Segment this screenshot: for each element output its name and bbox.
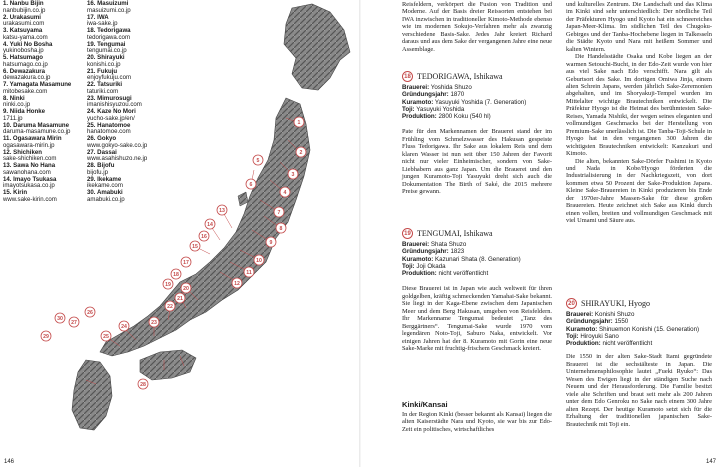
- brewery-name: 18. Tedorigawa: [87, 27, 131, 34]
- column-b-text: [566, 1, 712, 225]
- brewery-url: 1711.jp: [3, 114, 23, 122]
- brewery-name: 26. Gokyo: [87, 135, 117, 142]
- brewery-name: 11. Ogasawara Mirin: [3, 135, 62, 142]
- list-item: [3, 123, 91, 137]
- brewery-name: 6. Dewazakura: [3, 67, 46, 75]
- svg-text:3: 3: [291, 172, 295, 178]
- svg-text:7: 7: [277, 210, 281, 216]
- number-badge: 18: [402, 71, 413, 82]
- fact-row: Toji: Hiroyuki Sano: [566, 332, 619, 340]
- brewery-url: sake-shichiken.com: [3, 155, 57, 163]
- brewery-description: Pate für den Markennamen der Brauerei stand der im Frühling vom Schmelzwasser des Hakusan gespeiste Fluss Tedorigawa. Ihr Sake aus lokalem Reis und dem klaren Wasser ist nun seit über 150 Jahren der Favorit nicht nur vieler Einheimischer, sondern von Sake-Liebhabern aus ganz Japan. Um die Brauerei und den jungen Kuramoto-Toji Yasuyuki dreht sich auch die Dokumentation The Birth of Saké, die 2015 mehrere Preise gewann.: [402, 128, 552, 196]
- number-badge: 19: [402, 228, 413, 239]
- marker-14: [205, 219, 215, 229]
- fact-row: Toji: Yasuyuki Yoshida: [402, 105, 465, 113]
- list-item: [3, 55, 91, 69]
- brewery-19-section: [402, 228, 552, 353]
- brewery-url: tedorigawa.com: [87, 33, 131, 41]
- brewery-name: 20. Shirayuki: [87, 54, 125, 61]
- marker-9: [266, 237, 276, 247]
- brewery-url: sawanohana.com: [3, 168, 51, 176]
- brewery-url: hatsumago.co.jp: [3, 60, 48, 68]
- marker-10: [254, 255, 264, 265]
- brewery-name: 12. Shichiken: [3, 148, 42, 156]
- svg-text:5: 5: [256, 158, 260, 164]
- brewery-url: yucho-sake.jp/en/: [87, 114, 135, 122]
- svg-text:2: 2: [299, 150, 303, 156]
- list-item: [87, 150, 167, 164]
- brewery-name: 21. Fukuju: [87, 67, 118, 75]
- list-item: [87, 109, 167, 123]
- svg-text:15: 15: [192, 244, 198, 250]
- brewery-name: 28. Bijofu: [87, 162, 115, 169]
- fact-row: Kuramoto: Shinuemon Konishi (15. Generation): [566, 325, 700, 333]
- svg-text:16: 16: [201, 234, 207, 240]
- marker-6: [246, 179, 256, 189]
- list-item: [87, 42, 167, 56]
- fact-row: Produktion: nicht veröffentlicht: [566, 340, 653, 348]
- page-number-right: 147: [705, 459, 716, 465]
- list-item: [3, 190, 91, 204]
- body-paragraph: Reisfeldern, verkörpert die Fusion von Tradition und Moderne. Auf der Basis dreier Reissorten entstehen bei IWA inzwischen in traditioneller Kimoto-Methode ebenso wie im modernen Sokujo-Verfahren mehr als zwanzig verschiedene Basis-Sake. Jedes Jahr kreiert Richard daraus und aus dem Sake der vergangenen Jahre eine neue Assemblage.: [402, 1, 552, 53]
- brewery-url: imayotsukasa.co.jp: [3, 182, 55, 190]
- brewery-title: TENGUMAI, Ishikawa: [417, 229, 493, 238]
- svg-text:28: 28: [140, 382, 146, 388]
- svg-text:18: 18: [173, 272, 179, 278]
- list-item: [3, 42, 91, 56]
- svg-text:30: 30: [57, 316, 63, 322]
- brewery-name: 8. Ninki: [3, 94, 25, 102]
- brewery-facts: [402, 241, 552, 277]
- marker-3: [288, 169, 298, 179]
- brewery-url: www.sake-kirin.com: [3, 195, 57, 203]
- marker-25: [101, 331, 111, 341]
- brewery-name: 19. Tengumai: [87, 40, 126, 48]
- list-item: [87, 177, 167, 191]
- fact-row: Kuramoto: Yasuyuki Yoshida (7. Generation): [402, 98, 527, 106]
- list-item: [3, 1, 91, 15]
- fact-row: Gründungsjahr: 1870: [402, 91, 465, 99]
- svg-text:22: 22: [167, 304, 173, 310]
- brewery-name: 29. Ikekame: [87, 175, 122, 183]
- svg-text:12: 12: [234, 281, 240, 287]
- marker-23: [149, 317, 159, 327]
- brewery-name: 9. Niida Honke: [3, 108, 45, 115]
- marker-4: [280, 187, 290, 197]
- brewery-heading: [402, 71, 552, 82]
- brewery-name: 16. Masuizumi: [87, 0, 129, 7]
- brewery-url: iwa-sake.jp: [87, 20, 118, 28]
- svg-text:8: 8: [279, 226, 283, 232]
- brewery-heading: [402, 228, 552, 239]
- svg-text:10: 10: [256, 258, 262, 264]
- marker-13: [217, 205, 227, 215]
- body-paragraph: Die alten, bekannten Sake-Dörfer Fushimi in Kyoto und Nada in Kobe/Hyogo förderten die Industrialisierung in der Nachkriegszeit, von dort kommen etwa 50 Prozent der Sake-Produktion Japans. Kleine Sake-Brauereien in Kinki produzieren bis Ende der 1970er-Jahre Massen-Sake für diese großen Brauereien. Heute zeichnet sich Sake aus Kinki durch einen vollen, breiten und vollmundigen Geschmack mit viel Umami und Säure aus.: [566, 157, 712, 225]
- brewery-url: urakasumi.com: [3, 20, 45, 28]
- list-item: [87, 1, 167, 15]
- list-item: [87, 28, 167, 42]
- marker-15: [190, 241, 200, 251]
- brewery-name: 1. Nanbu Bijin: [3, 0, 44, 7]
- marker-21: [175, 293, 185, 303]
- marker-24: [119, 321, 129, 331]
- brewery-name: 23. Mimurosugi: [87, 94, 132, 102]
- marker-1: [294, 117, 304, 127]
- fact-row: Brauerei: Konishi Shuzo: [566, 311, 635, 318]
- brewery-name: 14. Imayo Tsukasa: [3, 175, 57, 183]
- marker-11: [244, 267, 254, 277]
- marker-12: [232, 278, 242, 288]
- brewery-description: Diese Brauerei ist in Japan wie auch weltweit für ihren goldgelben, kräftig schmeckenden Yamahai-Sake bekannt. Sie liegt in der Kaga-Ebene zwischen dem Japanischen Meer und dem Berg Hakusan, umgeben von Reisfeldern. Ihr Markenname Tengumai bedeutet „Tanz des Berggärtners“. Tengumai-Sake wurde 1970 vom legendären Noto-Toji, Saburo Naka, entwickelt. Vor einigen Jahren hat der 8. Kuramoto mit Gorin eine neue Sake-Marke mit fruchtig-frischem Geschmack kreiert.: [402, 285, 552, 353]
- brewery-url: tengumai.co.jp: [87, 47, 127, 55]
- brewery-title: TEDORIGAWA, Ishikawa: [417, 72, 503, 81]
- brewery-20-section: [566, 298, 712, 428]
- brewery-url: imanishisyuzou.com: [87, 101, 142, 109]
- brewery-url: bijofu.jp: [87, 168, 109, 176]
- marker-5: [253, 155, 263, 165]
- shikoku-island: [140, 350, 196, 380]
- list-item: [87, 55, 167, 69]
- brewery-name: 2. Urakasumi: [3, 13, 41, 21]
- marker-16: [199, 231, 209, 241]
- brewery-url: nanbubijin.co.jp: [3, 6, 46, 14]
- brewery-name: 13. Sawa No Hana: [3, 162, 56, 169]
- fact-row: Gründungsjahr: 1550: [566, 318, 629, 326]
- marker-19: [163, 279, 173, 289]
- brewery-url: mitobesake.com: [3, 87, 48, 95]
- region-text: In der Region Kinki (besser bekannt als Kansai) liegen die alten Kaiserstädte Nara und Kyoto, sie war bis zur Edo-Zeit ein politisches, wirtschaftliches: [402, 411, 552, 433]
- brewery-name: 4. Yuki No Bosha: [3, 40, 53, 48]
- list-item: [3, 82, 91, 96]
- list-item: [87, 15, 167, 29]
- fact-row: Brauerei: Shata Shuzo: [402, 241, 467, 248]
- svg-text:24: 24: [121, 324, 127, 330]
- brewery-url: katsu-yama.com: [3, 33, 48, 41]
- page-number-left: 146: [4, 459, 15, 465]
- svg-text:14: 14: [207, 222, 213, 228]
- svg-text:9: 9: [269, 240, 273, 246]
- brewery-name: 5. Hatsumago: [3, 54, 43, 61]
- marker-2: [296, 147, 306, 157]
- fact-row: Produktion: 2800 Koku (540 hl): [402, 113, 491, 121]
- list-item: [87, 190, 167, 204]
- list-item: [87, 69, 167, 83]
- svg-text:6: 6: [249, 182, 253, 188]
- svg-text:25: 25: [103, 334, 109, 340]
- fact-row: Kuramoto: Kazunari Shata (8. Generation): [402, 255, 521, 263]
- brewery-url: konishi.co.jp: [87, 60, 121, 68]
- brewery-name: 10. Daruma Masamune: [3, 121, 70, 129]
- svg-text:13: 13: [219, 208, 225, 214]
- body-paragraph: und kulturelles Zentrum. Die Landschaft und das Klima im Kinki sind sehr unterschiedlich: Der nördliche Teil der Präfekturen Hyogo und Kyoto hat ein schneereiches Japan-Meer-Klima. Im südlichen Teil des Chugoku-Gebirges und der Tanba-Hochebene liegen in Talkesseln die Städte Kyoto und Nara mit heißem Sommer und kalten Wintern.: [566, 1, 712, 53]
- brewery-url: www.asahishuzo.ne.jp: [87, 155, 148, 163]
- hokkaido-island: [284, 4, 350, 90]
- brewery-url: amabuki.co.jp: [87, 195, 125, 203]
- list-item: [87, 136, 167, 150]
- fact-row: Produktion: nicht veröffentlicht: [402, 270, 489, 278]
- list-item: [87, 163, 167, 177]
- list-item: [3, 69, 91, 83]
- list-item: [3, 28, 91, 42]
- svg-text:17: 17: [183, 260, 189, 266]
- svg-text:29: 29: [43, 334, 49, 340]
- brewery-name: 3. Katsuyama: [3, 27, 43, 34]
- brewery-name: 25. Hanatomoe: [87, 121, 131, 129]
- brewery-name: 24. Kaze No Mori: [87, 108, 136, 115]
- brewery-18-section: [402, 71, 552, 196]
- brewery-heading: [566, 298, 712, 309]
- marker-27: [69, 317, 79, 327]
- brewery-description: Die 1550 in der alten Sake-Stadt Itami gegründete Brauerei ist die sechstälteste in Japan. Die Unternehmensphilosophie lautet „Fueki Ryuko“: Das Wesen des Ewigen liegt in der ständigen Suche nach Neuem und der Herausforderung. Die Familie besitzt viele alte Schriften und braut seit mehr als 200 Jahren unter dem Edo Genroku no Sake nach einem 300 Jahre alten Rezept. Der heutige Kuramoto setzt sich für die Erhaltung der traditionellen japanischen Sake-Brautechnik mit Toji ein.: [566, 353, 712, 428]
- column-a-intro: [402, 1, 552, 53]
- marker-30: [55, 313, 65, 323]
- brewery-name: 27. Dassai: [87, 148, 117, 156]
- svg-text:4: 4: [283, 190, 287, 196]
- list-item: [3, 163, 91, 177]
- brewery-name: 15. Kirin: [3, 189, 28, 196]
- marker-28: [138, 379, 148, 389]
- brewery-facts: [402, 84, 552, 120]
- brewery-name: 30. Amabuki: [87, 189, 123, 196]
- svg-text:21: 21: [177, 296, 183, 302]
- body-paragraph: Die Handelsstädte Osaka und Kobe liegen an der warmen Setouchi-Bucht, in der Edo-Zeit wurde von hier aus viel Sake nach Edo verschifft. Nara gilt als Geburtsort des Sake. Im dortigen Omiwa Jinja, einem alten Schrein Japans, werden jährlich Sake-Zeremonien abgehalten, und im Shoryakuji-Tempel wurden im Mittelalter wichtige Brautechniken entwickelt. Die Präfektur Hyogo ist die Heimat des berühmtesten Sake-Reises, Yamada Nishiki, der wegen seines eleganten und vollmundigen Geschmacks bei der Herstellung von Premium-Sake unerlässlich ist. Die Tanba-Toji-Schule in Hyogo hat in den vergangenen 300 Jahren die wichtigsten Brautechniken entwickelt: Kanzukuri und Kimoto.: [566, 53, 712, 158]
- svg-text:23: 23: [151, 320, 157, 326]
- svg-text:11: 11: [246, 270, 252, 276]
- brewery-url: yukinobosha.jp: [3, 47, 44, 55]
- brewery-url: masuizumi.co.jp: [87, 6, 131, 14]
- brewery-list-column-1: [3, 1, 91, 204]
- fact-row: Gründungsjahr: 1823: [402, 248, 465, 256]
- svg-text:1: 1: [297, 120, 301, 126]
- brewery-facts: [566, 311, 712, 347]
- brewery-url: daruma-masamune.co.jp: [3, 128, 71, 136]
- svg-text:20: 20: [183, 286, 189, 292]
- marker-18: [171, 269, 181, 279]
- fact-row: Brauerei: Yoshida Shuzo: [402, 84, 472, 91]
- list-item: [3, 96, 91, 110]
- brewery-name: 22. Tatsuriki: [87, 81, 123, 88]
- number-badge: 20: [566, 298, 577, 309]
- list-item: [87, 123, 167, 137]
- svg-text:26: 26: [87, 310, 93, 316]
- list-item: [3, 177, 91, 191]
- brewery-list-column-2: [87, 1, 167, 204]
- kyushu-island: [72, 360, 112, 430]
- fact-row: Toji: Joji Okada: [402, 262, 446, 270]
- svg-text:19: 19: [165, 282, 171, 288]
- marker-17: [181, 257, 191, 267]
- brewery-name: 17. IWA: [87, 13, 109, 21]
- svg-text:27: 27: [71, 320, 77, 326]
- brewery-url: dewazakura.co.jp: [3, 74, 51, 82]
- marker-7: [274, 207, 284, 217]
- marker-26: [85, 307, 95, 317]
- brewery-url: ninki.co.jp: [3, 101, 31, 109]
- brewery-url: ikekame.com: [87, 182, 123, 190]
- list-item: [3, 136, 91, 150]
- list-item: [87, 96, 167, 110]
- book-gutter: [359, 0, 361, 467]
- brewery-url: www.gokyo-sake.co.jp: [87, 141, 148, 149]
- brewery-title: SHIRAYUKI, Hyogo: [581, 299, 651, 308]
- brewery-name: 7. Yamagata Masamune: [3, 81, 72, 88]
- brewery-url: hanatomoe.com: [87, 128, 131, 136]
- region-section: [402, 400, 552, 433]
- sado-island: [238, 192, 248, 206]
- brewery-url: enjoyfukuju.com: [87, 74, 132, 82]
- marker-29: [41, 331, 51, 341]
- list-item: [3, 15, 91, 29]
- list-item: [3, 150, 91, 164]
- region-title: Kinki/Kansai: [402, 400, 448, 409]
- brewery-url: ogasawara-mirin.jp: [3, 141, 55, 149]
- marker-8: [276, 223, 286, 233]
- list-item: [87, 82, 167, 96]
- list-item: [3, 109, 91, 123]
- brewery-url: taturiki.com: [87, 87, 119, 95]
- marker-20: [181, 283, 191, 293]
- marker-22: [165, 301, 175, 311]
